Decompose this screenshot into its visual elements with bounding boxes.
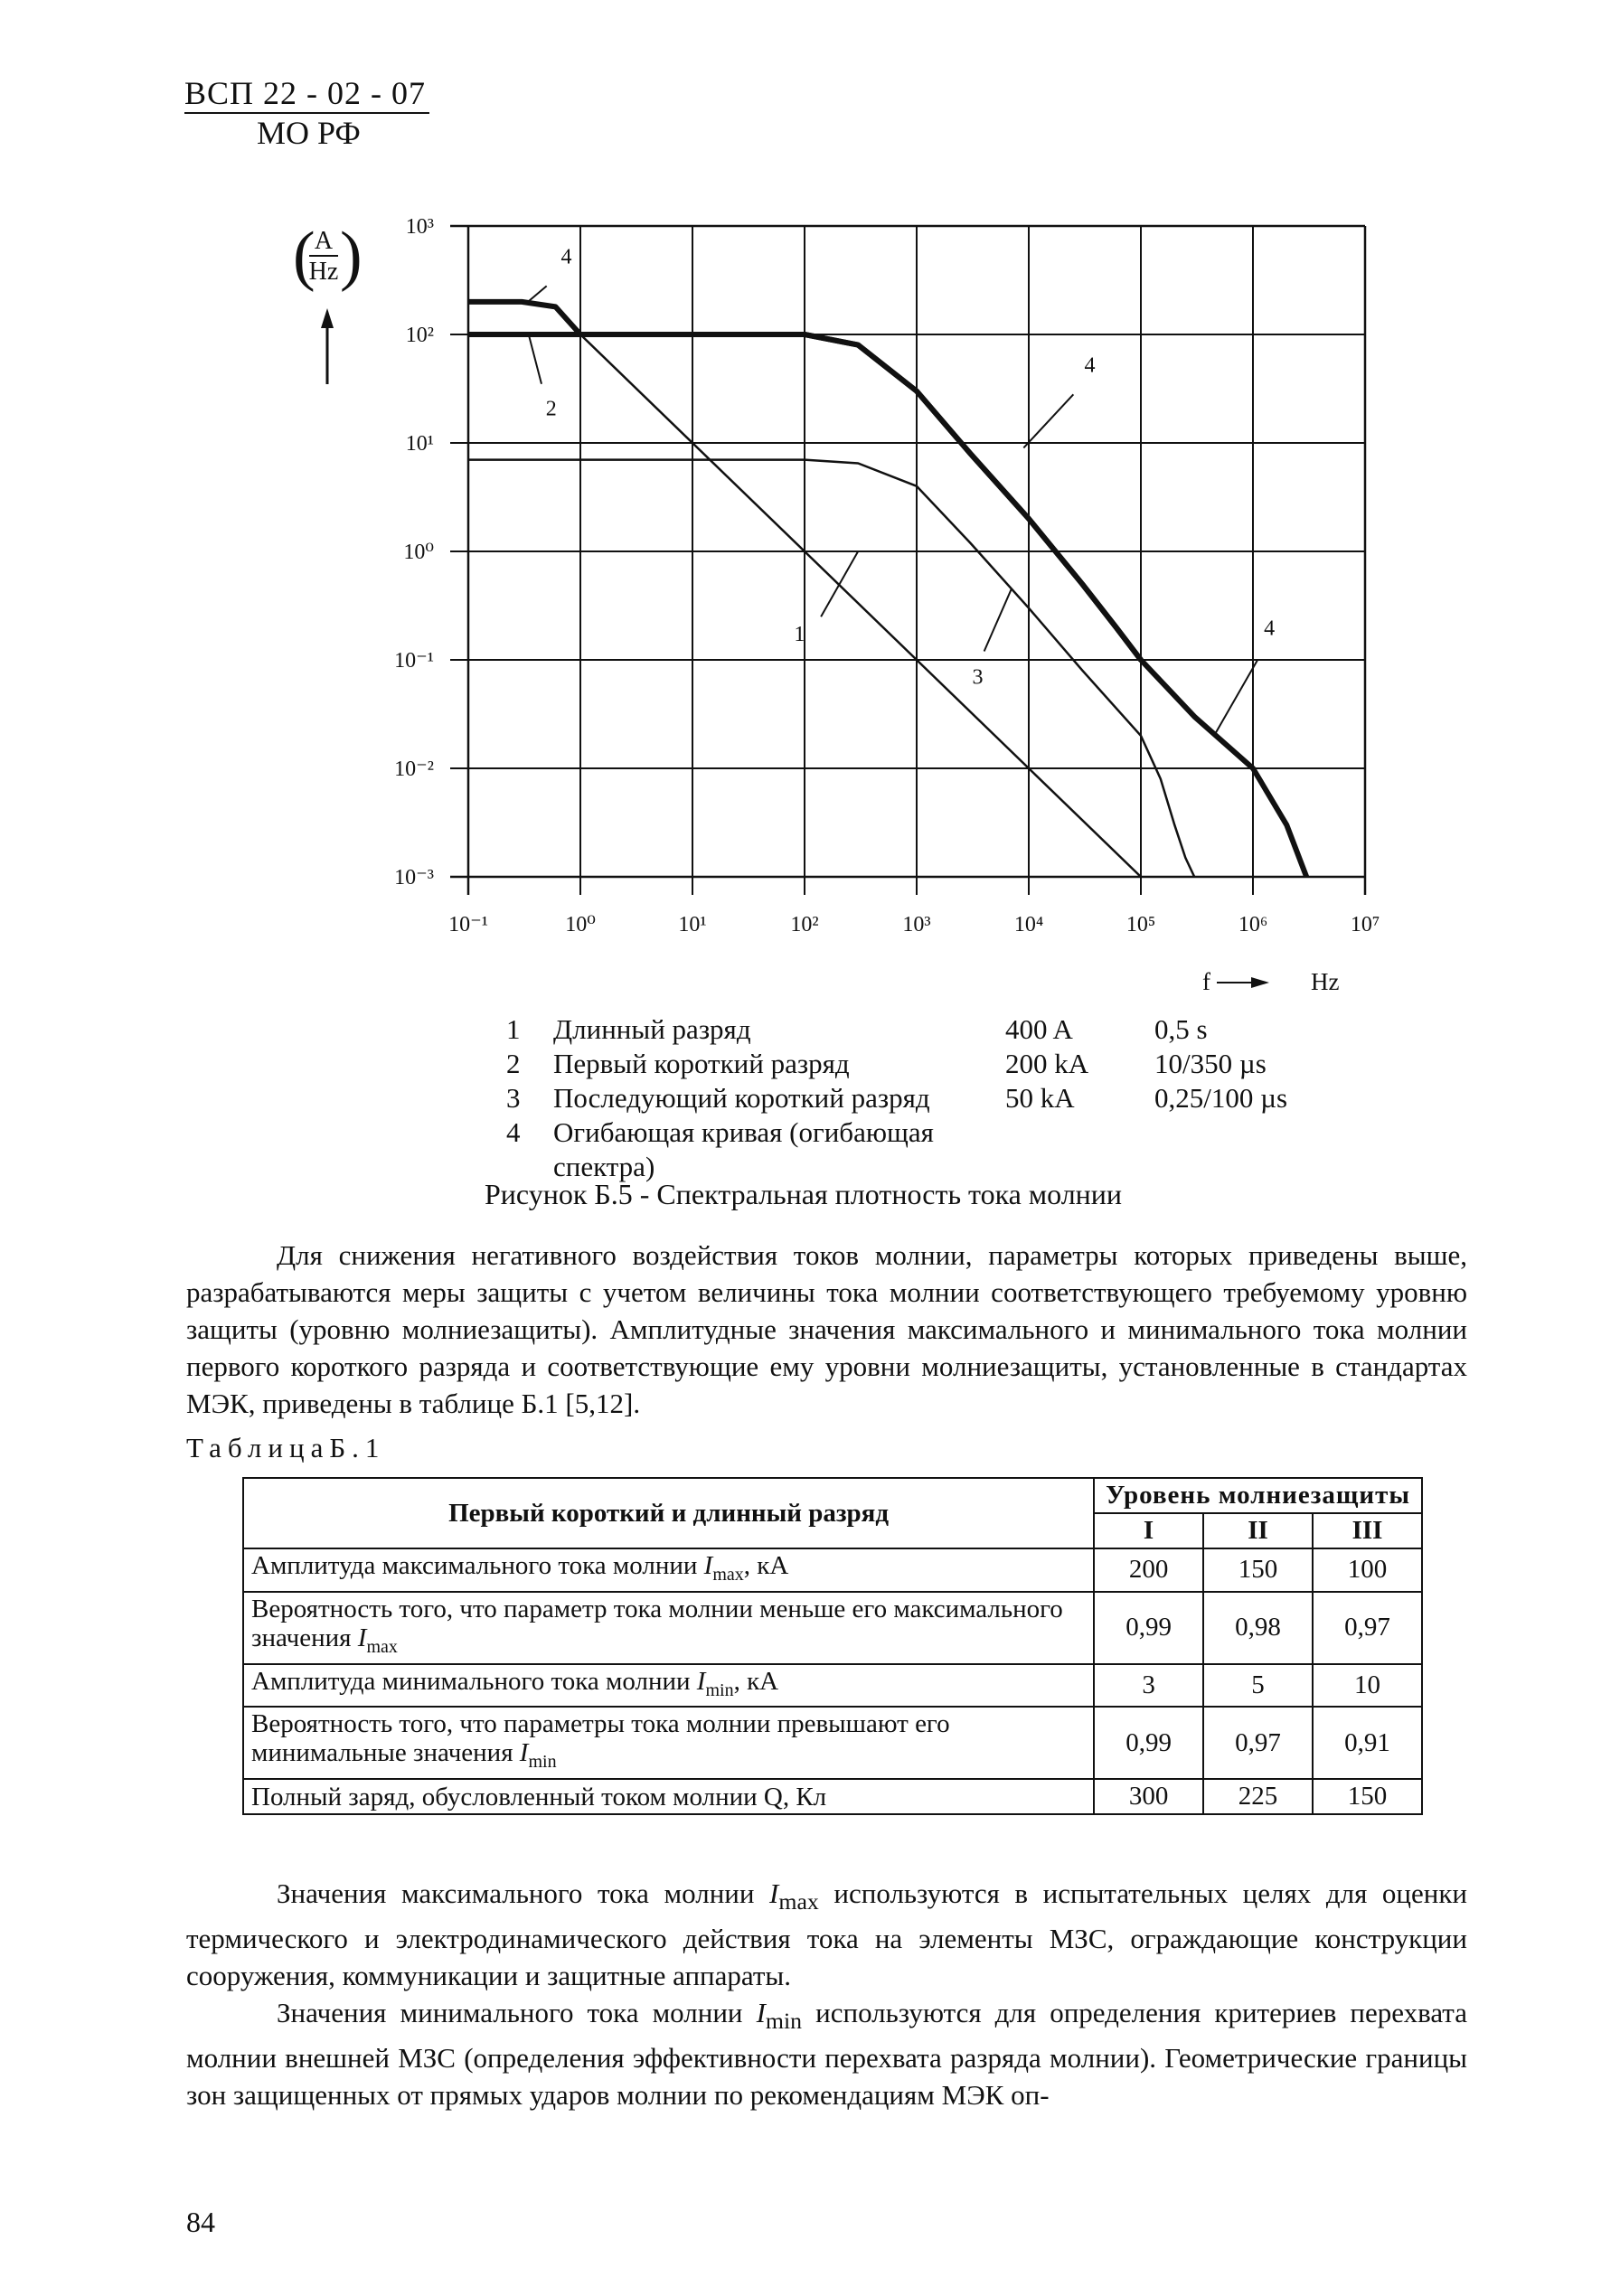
x-tick-label: 10² xyxy=(790,913,819,936)
legend-name: Огибающая кривая (огибающая спектра) xyxy=(553,1116,934,1182)
y-axis-arrow-head xyxy=(321,308,334,328)
y-unit-numerator: A xyxy=(314,227,334,255)
y-tick-label: 10⁻³ xyxy=(394,866,434,889)
annotation-label: 3 xyxy=(972,665,984,690)
x-tick-label: 10⁴ xyxy=(1013,913,1044,936)
y-tick-label: 10⁻¹ xyxy=(394,649,434,673)
figure-caption: Рисунок Б.5 - Спектральная плотность тока молнии xyxy=(485,1178,1123,1210)
table-level-header: Уровень молниезащиты xyxy=(1094,1478,1422,1513)
table-value-level-1: 3 xyxy=(1094,1664,1203,1708)
x-tick-label: 10⁵ xyxy=(1125,913,1156,936)
x-unit-var: f xyxy=(1202,968,1210,995)
paragraph-usage-s2: Значения минимального тока молнии $I_{min}$ используются для определения критериев перехвата молнии внешней МЗС (определения эффективности перехвата разряда молнии). Геометрические границы зон защищенных от прямых ударов молнии по рекомендациям МЭК оп- xyxy=(186,1997,1467,2112)
annotation-label: 4 xyxy=(1084,353,1096,378)
legend-time xyxy=(1154,1115,1335,1184)
table-value-level-1: 0,99 xyxy=(1094,1592,1203,1664)
x-tick-label: 10⁶ xyxy=(1238,913,1268,936)
legend-row xyxy=(506,1047,1335,1081)
legend-value: 50 kA xyxy=(1005,1082,1075,1114)
chart-grid xyxy=(450,226,1365,895)
annotation-leader xyxy=(1214,660,1257,736)
table-label: ТаблицаБ.1 xyxy=(186,1432,386,1463)
table-value-level-3: 0,97 xyxy=(1313,1592,1422,1664)
legend-num: 3 xyxy=(506,1082,521,1114)
x-tick-label: 10¹ xyxy=(678,913,707,936)
chart-ticks xyxy=(394,215,1380,936)
annotation-leader xyxy=(1023,394,1073,447)
table-row-description: Вероятность того, что параметры тока молнии превышают его минимальные значения $I_{min}$ xyxy=(243,1707,1094,1779)
y-tick-label: 10⁻² xyxy=(394,757,434,781)
legend-name: Первый короткий разряд xyxy=(553,1048,850,1079)
document-header xyxy=(184,74,429,152)
page-number: 84 xyxy=(186,2206,215,2238)
legend-row xyxy=(506,1081,1335,1115)
y-tick-label: 10² xyxy=(405,324,434,347)
y-tick-label: 10³ xyxy=(405,215,434,239)
annotation-label: 4 xyxy=(1264,616,1276,641)
legend-time: 10/350 µs xyxy=(1154,1048,1267,1079)
paragraph-usage xyxy=(186,1875,1467,2113)
spectral-density-chart xyxy=(280,203,1392,999)
table-value-level-1: 200 xyxy=(1094,1548,1203,1592)
annotation-leader xyxy=(821,551,858,616)
legend-name: Последующий короткий разряд xyxy=(553,1082,930,1114)
x-unit-label: Hz xyxy=(1311,968,1340,995)
legend-num: 2 xyxy=(506,1048,521,1079)
table-value-level-2: 0,97 xyxy=(1203,1707,1313,1779)
legend-value xyxy=(1005,1115,1154,1184)
table-col-header: Первый короткий и длинный разряд xyxy=(243,1478,1094,1548)
table-row xyxy=(243,1779,1422,1814)
series-line-4 xyxy=(468,302,1306,877)
table-level-3: III xyxy=(1313,1513,1422,1548)
table-level-1: I xyxy=(1094,1513,1203,1548)
table-value-level-1: 300 xyxy=(1094,1779,1203,1814)
table-value-level-2: 0,98 xyxy=(1203,1592,1313,1664)
y-unit-paren-right: ) xyxy=(340,219,363,293)
y-unit-denominator: Hz xyxy=(308,258,339,286)
table-value-level-1: 0,99 xyxy=(1094,1707,1203,1779)
table-row xyxy=(243,1707,1422,1779)
table-value-level-3: 100 xyxy=(1313,1548,1422,1592)
legend-time: 0,25/100 µs xyxy=(1154,1082,1288,1114)
legend-row xyxy=(506,1115,1335,1184)
chart-annotations xyxy=(529,246,1275,736)
table-row xyxy=(243,1548,1422,1592)
table-row xyxy=(243,1664,1422,1708)
paragraph-intro xyxy=(186,1237,1467,1422)
table-row-description: Амплитуда максимального тока молнии $I_{max}$, кА xyxy=(243,1548,1094,1592)
legend-time: 0,5 s xyxy=(1154,1013,1208,1045)
annotation-label: 2 xyxy=(545,397,557,421)
chart-legend xyxy=(506,1012,1335,1184)
annotation-leader xyxy=(529,286,546,300)
table-row-description: Амплитуда минимального тока молнии $I_{min}$, кА xyxy=(243,1664,1094,1708)
document-code: ВСП 22 - 02 - 07 xyxy=(184,74,429,114)
table-value-level-2: 150 xyxy=(1203,1548,1313,1592)
table-value-level-2: 225 xyxy=(1203,1779,1313,1814)
x-tick-label: 10⁻¹ xyxy=(448,913,488,936)
legend-name: Длинный разряд xyxy=(553,1013,751,1045)
document-org: МО РФ xyxy=(257,115,361,151)
paragraph-usage-s1: Значения максимального тока молнии $I_{max}$ используются в испытательных целях для оценки термического и электродинамического действия тока на элементы МЗС, ограждающие конструкции сооружения, коммуникации и защитные аппараты. xyxy=(186,1877,1467,1992)
series-line-3 xyxy=(468,460,1194,877)
x-tick-label: 10⁷ xyxy=(1350,913,1380,936)
annotation-label: 4 xyxy=(560,245,572,269)
table-row-description: Вероятность того, что параметр тока молнии меньше его максимального значения $I_{max}$ xyxy=(243,1592,1094,1664)
legend-num: 1 xyxy=(506,1013,521,1045)
annotation-leader xyxy=(529,337,542,384)
chart-series xyxy=(468,302,1306,877)
table-row-description: Полный заряд, обусловленный током молнии Q, Кл xyxy=(243,1779,1094,1814)
x-axis-arrow-head xyxy=(1251,977,1269,988)
legend-row xyxy=(506,1012,1335,1047)
y-tick-label: 10⁰ xyxy=(403,541,434,564)
table-level-2: II xyxy=(1203,1513,1313,1548)
table-row xyxy=(243,1592,1422,1664)
table-value-level-3: 150 xyxy=(1313,1779,1422,1814)
y-unit-paren-left: ( xyxy=(293,219,315,293)
legend-value: 400 A xyxy=(1005,1013,1073,1045)
paragraph-intro-text: Для снижения негативного воздействия токов молнии, параметры которых приведены выше, разрабатываются меры защиты с учетом величины тока молнии соответствующего требуемому уровню защиты (уровню молниезащиты). Амплитудные значения максимального и минимального тока молнии первого короткого разряда и соответствующие ему уровни молниезащиты, установленные в стандартах МЭК, приведены в таблице Б.1 [5,12]. xyxy=(186,1239,1467,1419)
x-tick-label: 10⁰ xyxy=(565,913,596,936)
table-value-level-3: 10 xyxy=(1313,1664,1422,1708)
x-tick-label: 10³ xyxy=(902,913,931,936)
annotation-leader xyxy=(984,589,1012,652)
annotation-label: 1 xyxy=(794,622,805,646)
lightning-parameters-table xyxy=(242,1477,1423,1815)
legend-value: 200 kA xyxy=(1005,1048,1089,1079)
table-value-level-3: 0,91 xyxy=(1313,1707,1422,1779)
legend-num: 4 xyxy=(506,1116,521,1148)
y-tick-label: 10¹ xyxy=(405,432,434,456)
table-value-level-2: 5 xyxy=(1203,1664,1313,1708)
